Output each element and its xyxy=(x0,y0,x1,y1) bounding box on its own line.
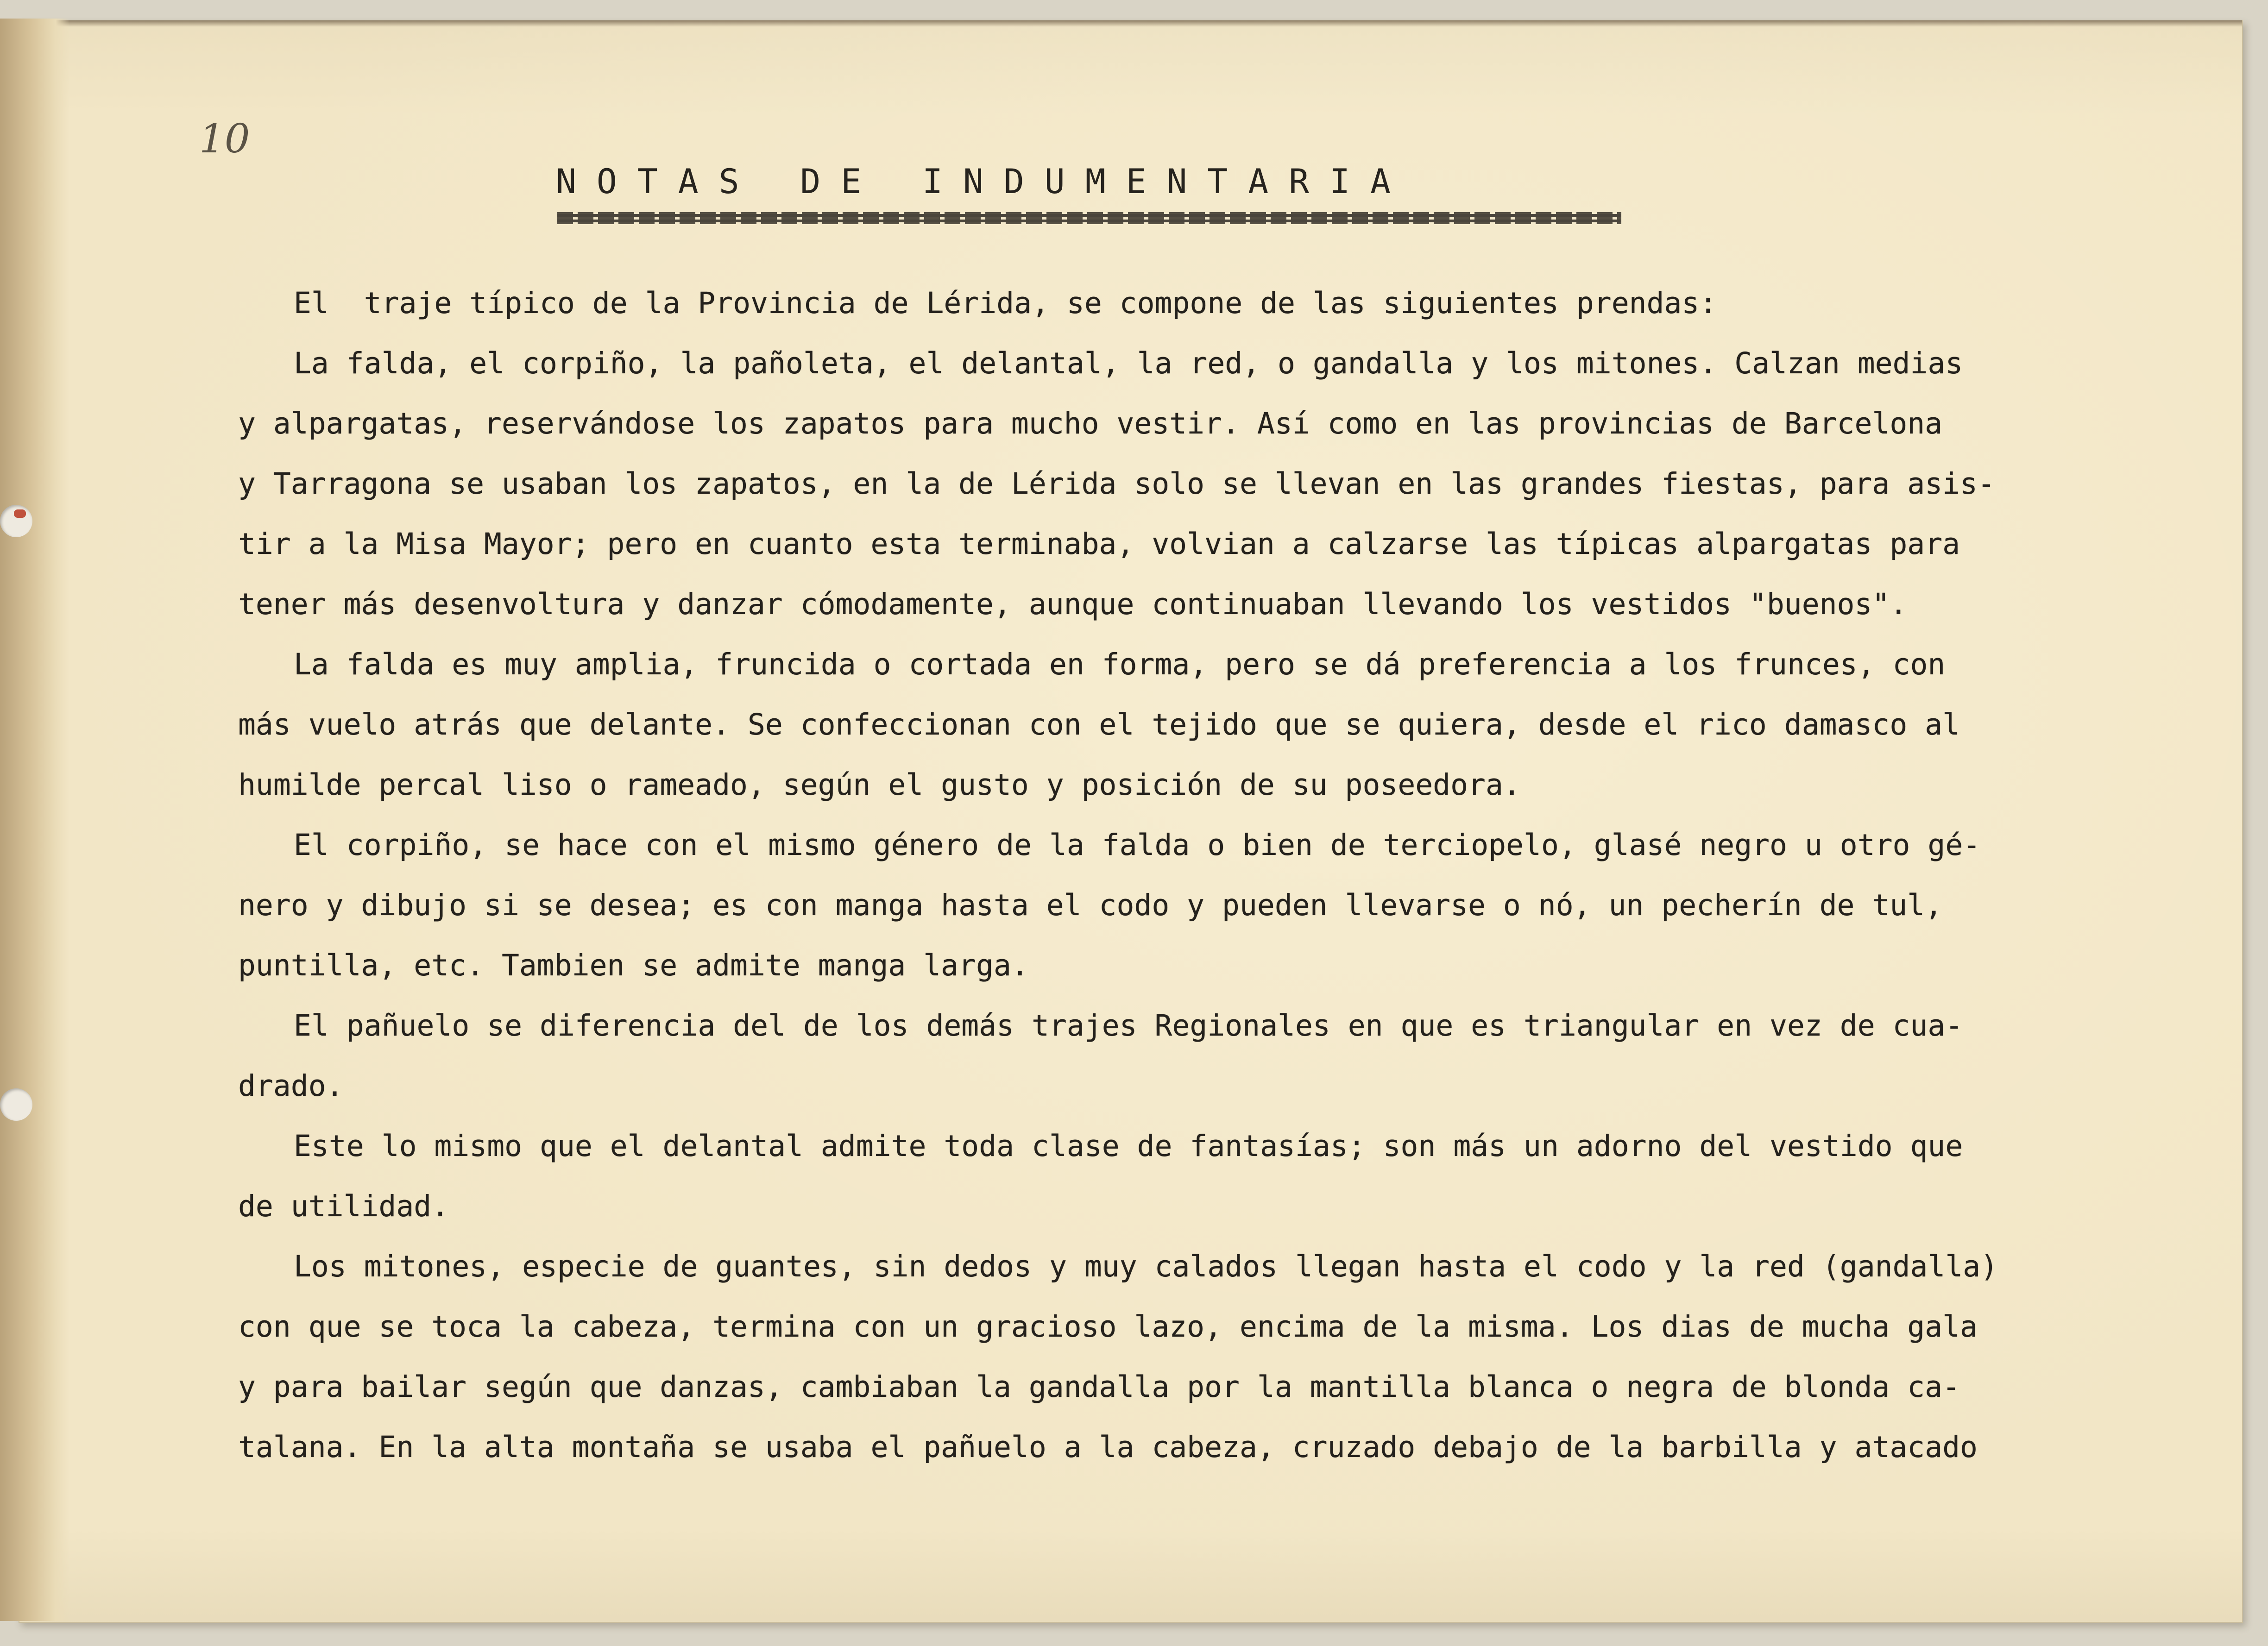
text-line: Este lo mismo que el delantal admite toda clase de fantasías; son más un adorno del vestido que xyxy=(294,1129,1963,1163)
text-line: tener más desenvoltura y danzar cómodamente, aunque continuaban llevando los vestidos "buenos". xyxy=(238,587,1908,621)
text-line: nero y dibujo si se desea; es con manga hasta el codo y pueden llevarse o nó, un pecherín de tul, xyxy=(238,888,1943,922)
text-line: y alpargatas, reservándose los zapatos para mucho vestir. Así como en las provincias de Barcelona xyxy=(238,407,1943,440)
text-line: con que se toca la cabeza, termina con un gracioso lazo, encima de la misma. Los dias de mucha gala xyxy=(238,1310,1978,1344)
text-line: La falda es muy amplia, fruncida o cortada en forma, pero se dá preferencia a los frunces, con xyxy=(294,647,1946,681)
text-line: El traje típico de la Provincia de Lérida, se compone de las siguientes prendas: xyxy=(294,286,1717,320)
page-top-edge xyxy=(28,20,2242,27)
document-body xyxy=(238,273,2147,1477)
text-line: de utilidad. xyxy=(238,1189,449,1223)
text-line: Los mitones, especie de guantes, sin dedos y muy calados llegan hasta el codo y la red (gandalla) xyxy=(294,1250,1998,1283)
text-line: drado. xyxy=(238,1069,344,1103)
text-line: y para bailar según que danzas, cambiaban la gandalla por la mantilla blanca o negra de blonda ca- xyxy=(238,1370,1960,1404)
punch-hole xyxy=(0,1088,32,1121)
handwritten-page-number: 10 xyxy=(199,116,250,162)
text-line: La falda, el corpiño, la pañoleta, el delantal, la red, o gandalla y los mitones. Calzan medias xyxy=(294,346,1963,380)
text-line: humilde percal liso o rameado, según el gusto y posición de su poseedora. xyxy=(238,768,1521,802)
text-line: y Tarragona se usaban los zapatos, en la de Lérida solo se llevan en las grandes fiestas, para asis- xyxy=(238,467,1995,501)
text-line: talana. En la alta montaña se usaba el pañuelo a la cabeza, cruzado debajo de la barbilla y atacado xyxy=(238,1430,1978,1464)
binding-edge xyxy=(0,19,69,1621)
text-line: tir a la Misa Mayor; pero en cuanto esta terminaba, volvian a calzarse las típicas alpargatas para xyxy=(238,527,1960,561)
title-underline xyxy=(557,212,1621,224)
text-line: puntilla, etc. Tambien se admite manga larga. xyxy=(238,949,1029,982)
text-line: El corpiño, se hace con el mismo género de la falda o bien de terciopelo, glasé negro u otro gé- xyxy=(294,828,1981,862)
text-line: El pañuelo se diferencia del de los demás trajes Regionales en que es triangular en vez de cua- xyxy=(294,1009,1963,1043)
text-line: más vuelo atrás que delante. Se confeccionan con el tejido que se quiera, desde el rico damasco al xyxy=(238,708,1960,741)
binding-string xyxy=(14,509,26,518)
document-title: N O T A S D E I N D U M E N T A R I A xyxy=(556,162,1391,201)
